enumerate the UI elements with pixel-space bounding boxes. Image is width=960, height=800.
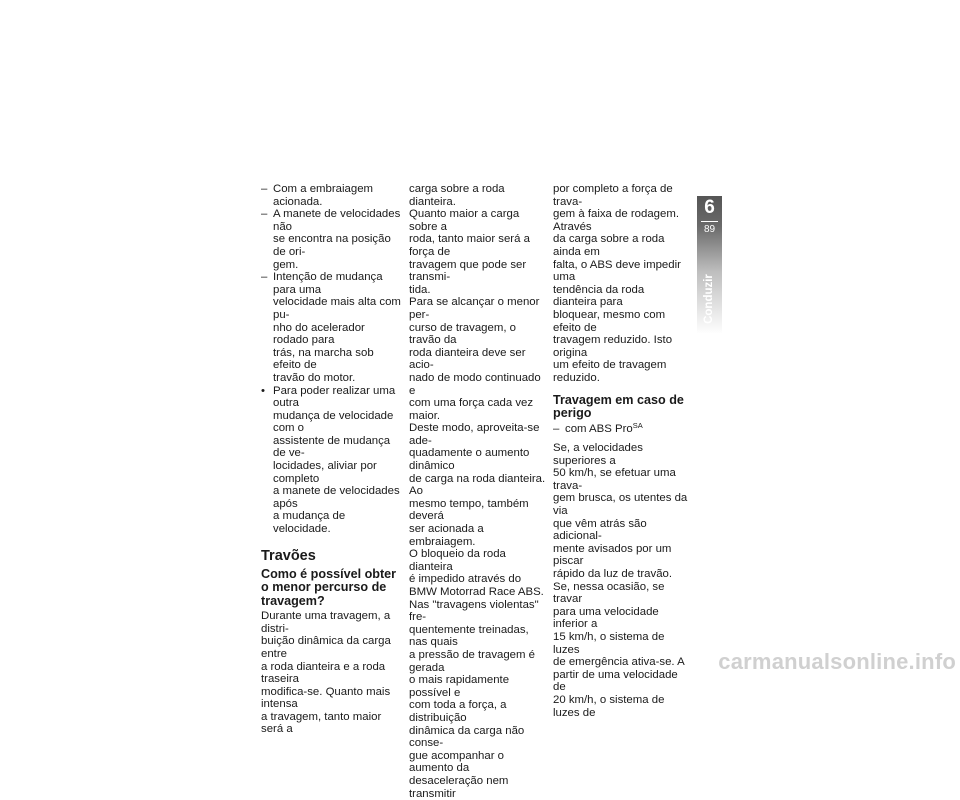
chapter-number: 6 — [704, 197, 715, 218]
text-line: Durante uma travagem, a distri- — [261, 610, 391, 635]
text-line: se encontra na posição de ori- — [273, 233, 391, 258]
text-line: O bloqueio da roda dianteira — [409, 548, 506, 573]
text-line: trás, na marcha sob efeito de — [273, 346, 374, 372]
body-paragraph — [409, 183, 546, 800]
text-line: Quanto maior a carga sobre a — [409, 208, 520, 233]
text-line: buição dinâmica da carga entre — [261, 635, 391, 660]
text-line: falta, o ABS deve impedir uma — [553, 258, 681, 284]
text-line: Nas "travagens violentas" fre- — [409, 598, 539, 624]
text-line: travão do motor. — [273, 371, 356, 384]
text-line: travagem reduzido. Isto origina — [553, 334, 673, 359]
text-line: BMW Motorrad Race ABS. — [409, 586, 544, 598]
text-line: mudança de velocidade com o — [273, 409, 394, 435]
text-line: A manete de velocidades não — [273, 208, 401, 233]
body-paragraph — [553, 442, 691, 719]
text-line: partir de uma velocidade de — [553, 668, 678, 694]
text-line: quentemente treinadas, nas quais — [409, 623, 529, 649]
text-line: Para poder realizar uma outra — [273, 384, 396, 410]
text-line: Deste modo, aproveita-se ade- — [409, 422, 540, 447]
dash-marker: – — [261, 208, 268, 221]
text-line: a roda dianteira e a roda traseira — [261, 660, 386, 686]
text-line: Como é possível obter — [261, 566, 397, 581]
chapter-tab — [697, 196, 722, 334]
text-line: perigo — [553, 406, 592, 420]
text-line: desaceleração nem transmitir — [409, 774, 509, 800]
text-line: a manete de velocidades após — [273, 485, 400, 510]
chapter-label: Conduzir — [703, 274, 715, 324]
text-line: Intenção de mudança para uma — [273, 271, 383, 296]
text-line: a mudança de velocidade. — [273, 510, 346, 536]
text-line: rápido da luz de travão. — [553, 568, 673, 581]
text-line: modifica-se. Quanto mais intensa — [261, 685, 391, 711]
list-item — [261, 385, 403, 536]
tab-divider — [701, 221, 718, 222]
text-line: quadamente o aumento dinâmico — [409, 447, 530, 473]
text-line: que vêm atrás são adicional- — [553, 517, 647, 543]
column-1 — [261, 183, 403, 736]
text-line: dinâmica da carga não conse- — [409, 724, 525, 750]
text-line: ser acionada a embraiagem. — [409, 523, 484, 548]
text-line: Se, a velocidades superiores a — [553, 442, 643, 467]
chapter-heading: Travões — [261, 547, 316, 564]
text-line: curso de travagem, o travão da — [409, 321, 516, 347]
list-item-text — [273, 271, 403, 384]
text-line: Se, nessa ocasião, se travar — [553, 580, 665, 606]
equipment-superscript: SA — [632, 420, 643, 430]
text-line: velocidade mais alta com pu- — [273, 296, 401, 321]
text-line: gem brusca, os utentes da via — [553, 492, 688, 518]
dash-marker: – — [261, 271, 268, 284]
text-line: a travagem, tanto maior será a — [261, 710, 382, 736]
text-line: roda, tanto maior será a força de — [409, 233, 530, 258]
text-line: a pressão de travagem é gerada — [409, 648, 536, 674]
text-line: gem à faixa de rodagem. Através — [553, 208, 680, 233]
text-line: de carga na roda dianteira. Ao — [409, 472, 546, 498]
requirement-list — [261, 183, 403, 536]
list-item-text — [273, 385, 403, 536]
text-line: Para se alcançar o menor per- — [409, 296, 540, 321]
page-number: 89 — [703, 224, 716, 235]
dash-marker: – — [553, 422, 560, 435]
column-3 — [553, 183, 691, 719]
text-line: com toda a força, a distribuição — [409, 699, 507, 724]
text-line: assistente de mudança de ve- — [273, 434, 391, 460]
text-line: bloquear, mesmo com efeito de — [553, 308, 666, 334]
text-line: Travagem em caso de — [553, 392, 684, 407]
text-line: por completo a força de trava- — [553, 183, 673, 208]
list-item-text — [273, 183, 403, 208]
text-line: tendência da roda dianteira para — [553, 283, 645, 309]
text-line: é impedido através do — [409, 573, 522, 586]
text-line: carga sobre a roda dianteira. — [409, 183, 505, 208]
text-line: da carga sobre a roda ainda em — [553, 233, 665, 258]
section-heading — [261, 568, 403, 609]
dash-marker: – — [261, 183, 268, 195]
text-line: o mais rapidamente possível e — [409, 674, 510, 699]
body-paragraph — [553, 183, 691, 385]
watermark-text: carmanualsonline.info — [718, 649, 956, 674]
list-item — [261, 183, 403, 208]
text-line: travagem que pode ser transmi- — [409, 258, 527, 284]
text-line: mesmo tempo, também deverá — [409, 497, 529, 523]
text-line: tida. — [409, 283, 431, 296]
text-line: 50 km/h, se efetuar uma trava- — [553, 467, 676, 492]
text-line: mente avisados por um piscar — [553, 542, 672, 568]
text-line: roda dianteira deve ser acio- — [409, 346, 526, 372]
list-item-text — [273, 208, 403, 271]
text-line: nho do acelerador rodado para — [273, 321, 365, 347]
text-line: nado de modo continuado e — [409, 371, 541, 397]
column-2 — [409, 183, 546, 800]
equipment-note-text: com ABS Pro — [565, 422, 633, 435]
equipment-note — [553, 420, 691, 436]
text-line: gue acompanhar o aumento da — [409, 749, 504, 775]
text-line: de emergência ativa-se. A — [553, 656, 685, 669]
list-item — [261, 271, 403, 384]
text-line: um efeito de travagem reduzido. — [553, 359, 667, 384]
body-paragraph — [261, 610, 403, 736]
bullet-marker: • — [261, 384, 265, 397]
section-heading — [553, 394, 691, 421]
text-line: para uma velocidade inferior a — [553, 605, 659, 631]
text-line: gem. — [273, 258, 299, 271]
text-line: 20 km/h, o sistema de luzes de — [553, 693, 665, 719]
text-line: locidades, aliviar por completo — [273, 460, 377, 485]
text-line: travagem? — [261, 593, 325, 608]
text-line: o menor percurso de — [261, 580, 387, 595]
list-item — [261, 208, 403, 271]
text-line: com uma força cada vez maior. — [409, 397, 534, 422]
text-line: 15 km/h, o sistema de luzes — [553, 631, 665, 656]
text-line: Com a embraiagem acionada. — [273, 183, 374, 208]
